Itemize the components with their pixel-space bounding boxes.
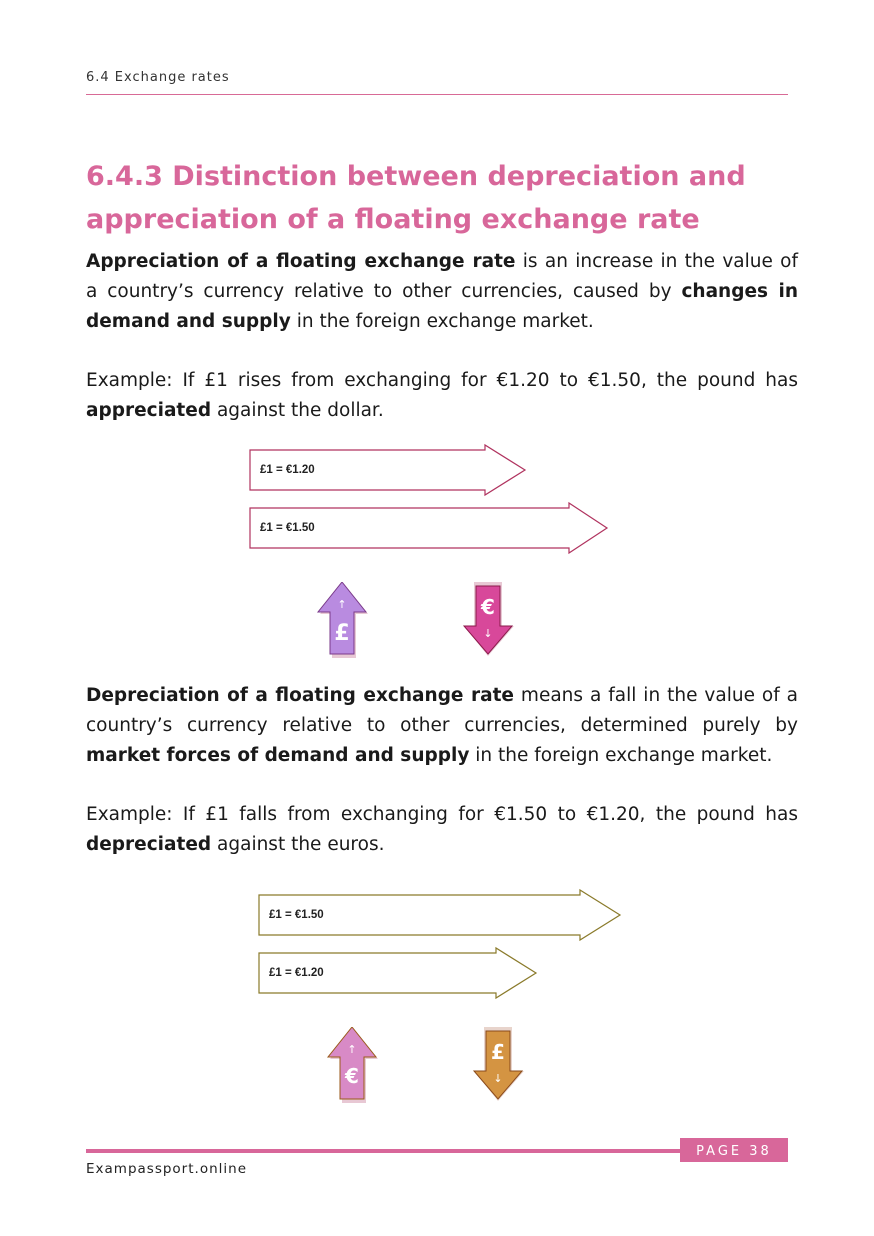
depreciation-bold-2: market forces of demand and supply: [86, 745, 470, 766]
pound-down-arrow-icon: [472, 1027, 528, 1109]
appreciation-text-1: is an increase in the value of a country’s currency relative to other currencies, caused by: [86, 251, 798, 302]
depreciation-text-1: means a fall in the value of a country’s currency relative to other currencies, determined purely by: [86, 685, 798, 736]
depreciation-text-2: in the foreign exchange market.: [469, 745, 773, 766]
depreciation-example-pre: Example: If £1 falls from exchanging for €1.50 to €1.20, the pound has: [86, 804, 798, 825]
appreciation-bold-2: changes in demand and supply: [86, 281, 799, 332]
euro-down-arrow-icon: [462, 582, 518, 664]
depreciation-arrow-1-label: £1 = €1.50: [269, 909, 324, 921]
appreciation-definition: [86, 247, 798, 337]
euro-up-arrow-glyph: ↑: [347, 1043, 357, 1056]
footer-divider: [86, 1149, 686, 1153]
pound-down-arrow-glyph: ↓: [493, 1072, 503, 1085]
pound-up-arrow-glyph: ↑: [337, 598, 347, 611]
appreciation-example-post: against the dollar.: [211, 400, 384, 421]
depreciation-example-bold: depreciated: [86, 834, 212, 855]
appreciation-text-2: in the foreign exchange market.: [290, 311, 594, 332]
euro-symbol: €: [481, 595, 495, 619]
section-title: [86, 155, 806, 241]
depreciation-term: Depreciation of a floating exchange rate: [86, 685, 514, 706]
depreciation-example: [86, 800, 798, 860]
pound-up-arrow-icon: [316, 582, 372, 664]
page-number-badge: PAGE 38: [680, 1138, 788, 1162]
pound-symbol: £: [334, 621, 350, 646]
header-divider: [86, 94, 788, 95]
appreciation-arrow-2-label: £1 = €1.50: [260, 522, 315, 534]
appreciation-arrow-1-label: £1 = €1.20: [260, 464, 315, 476]
appreciation-example-pre: Example: If £1 rises from exchanging for €1.20 to €1.50, the pound has: [86, 370, 798, 391]
appreciation-example-bold: appreciated: [86, 400, 212, 421]
title-line-1: 6.4.3 Distinction between depreciation and: [86, 161, 746, 192]
appreciation-example: [86, 366, 798, 426]
depreciation-definition: [86, 681, 798, 771]
depreciation-example-post: against the euros.: [211, 834, 385, 855]
title-line-2: appreciation of a floating exchange rate: [86, 204, 700, 235]
euro-up-arrow-icon: [326, 1027, 382, 1109]
footer-site: Exampassport.online: [86, 1161, 247, 1177]
euro-symbol-up: €: [345, 1064, 359, 1088]
appreciation-term: Appreciation of a floating exchange rate: [86, 251, 516, 272]
euro-down-arrow-glyph: ↓: [483, 627, 493, 640]
running-header: 6.4 Exchange rates: [86, 70, 230, 85]
depreciation-arrow-2-label: £1 = €1.20: [269, 967, 324, 979]
pound-symbol-down: £: [491, 1040, 505, 1064]
